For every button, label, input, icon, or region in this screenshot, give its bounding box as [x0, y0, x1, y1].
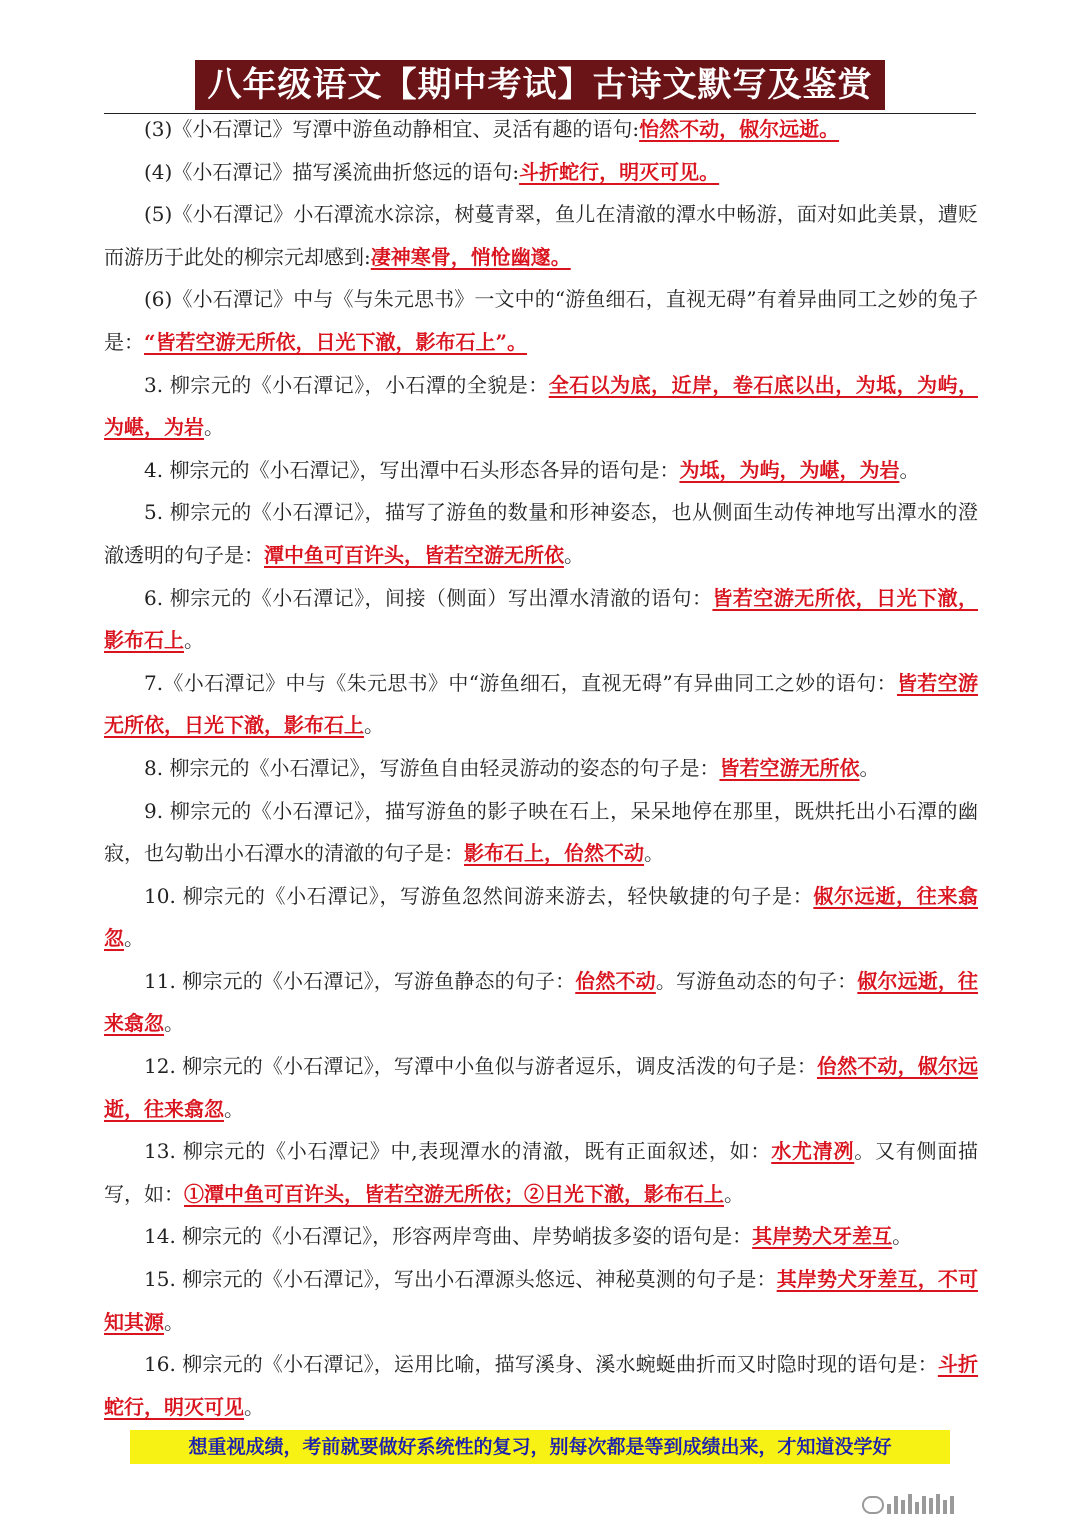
question-text: 14. 柳宗元的《小石潭记》，形容两岸弯曲、岸势峭拔多姿的语句是：	[144, 1224, 753, 1249]
question-item: 8. 柳宗元的《小石潭记》，写游鱼自由轻灵游动的姿态的句子是：皆若空游无所依。	[144, 755, 880, 780]
question-item: 11. 柳宗元的《小石潭记》，写游鱼静态的句子：佁然不动。写游鱼动态的句子：俶尔远逝，往来翕忽。	[104, 968, 979, 1036]
question-item: 6. 柳宗元的《小石潭记》，间接（侧面）写出潭水清澈的语句：皆若空游无所依，日光下澈，影布石上。	[104, 585, 978, 653]
answer-text: 为坻，为屿，为嵁，为岩	[679, 457, 900, 482]
question-item: 9. 柳宗元的《小石潭记》，描写游鱼的影子映在石上，呆呆地停在那里，既烘托出小石潭的幽寂，也勾勒出小石潭水的清澈的句子是：影布石上，佁然不动。	[104, 798, 978, 866]
answer-text: 佁然不动，俶尔远逝，往来翕忽	[104, 1054, 979, 1121]
answer-text-2: 俶尔远逝，往来翕忽	[104, 968, 979, 1036]
question-text: 11. 柳宗元的《小石潭记》，写游鱼静态的句子：	[144, 968, 576, 993]
footer-banner: 想重视成绩，考前就要做好系统性的复习，别每次都是等到成绩出来，才知道没学好	[130, 1430, 950, 1464]
question-item: 16. 柳宗元的《小石潭记》，运用比喻，描写溪身、溪水蜿蜒曲折而又时隐时现的语句是：斗折蛇行，明灭可见。	[104, 1352, 979, 1419]
question-text: (3)《小石潭记》写潭中游鱼动静相宜、灵活有趣的语句:	[144, 117, 640, 141]
question-text: 9. 柳宗元的《小石潭记》，描写游鱼的影子映在石上，呆呆地停在那里，既烘托出小石潭的幽寂，也勾勒出小石潭水的清澈的句子是：	[104, 798, 978, 866]
question-item: 4. 柳宗元的《小石潭记》，写出潭中石头形态各异的语句是：为坻，为屿，为嵁，为岩。	[144, 457, 920, 482]
question-text: 13. 柳宗元的《小石潭记》中,表现潭水的清澈，既有正面叙述，如：	[144, 1139, 772, 1164]
question-text: 8. 柳宗元的《小石潭记》，写游鱼自由轻灵游动的姿态的句子是：	[144, 755, 720, 780]
answer-text: 斗折蛇行，明灭可见。	[519, 159, 720, 184]
question-text: 5. 柳宗元的《小石潭记》，描写了游鱼的数量和形神姿态，也从侧面生动传神地写出潭水的澄澈透明的句子是：	[104, 500, 978, 567]
question-item: 15. 柳宗元的《小石潭记》，写出小石潭源头悠远、神秘莫测的句子是：其岸势犬牙差互，不可知其源。	[104, 1267, 978, 1334]
question-item: 7.《小石潭记》中与《朱元思书》中“游鱼细石，直视无碍”有异曲同工之妙的语句：皆若空游无所依，日光下澈，影布石上。	[104, 670, 979, 738]
question-text: (4)《小石潭记》描写溪流曲折悠远的语句:	[144, 159, 520, 184]
answer-text: 其岸势犬牙差互	[752, 1224, 893, 1249]
question-item	[104, 278, 978, 363]
answer-text: 怡然不动，俶尔远逝。	[639, 117, 840, 141]
answer-text: “皆若空游无所依，日光下澈，影布石上”。	[144, 329, 528, 354]
answer-text: 佁然不动	[575, 968, 656, 993]
answer-text-2: ①潭中鱼可百许头，皆若空游无所依；②日光下澈，影布石上	[184, 1181, 724, 1206]
question-item	[104, 108, 978, 151]
question-text-mid: 。又有侧面描写，如：	[104, 1139, 979, 1206]
question-text: (5)《小石潭记》小石潭流水淙淙，树蔓青翠，鱼儿在清澈的潭水中畅游，面对如此美景，遭贬而游历于此处的柳宗元却感到:	[104, 202, 978, 269]
answer-text: 其岸势犬牙差互，不可知其源	[104, 1267, 978, 1334]
question-text: 16. 柳宗元的《小石潭记》，运用比喻，描写溪身、溪水蜿蜒曲折而又时隐时现的语句是：	[144, 1352, 938, 1377]
answer-text: 潭中鱼可百许头，皆若空游无所依	[264, 542, 564, 567]
question-text: (6)《小石潭记》中与《与朱元思书》一文中的“游鱼细石，直视无碍”有着异曲同工之妙的兔子是：	[104, 287, 978, 354]
question-text: 3. 柳宗元的《小石潭记》，小石潭的全貌是：	[144, 372, 549, 397]
answer-text: 全石以为底，近岸，卷石底以出，为坻，为屿，为嵁，为岩	[104, 372, 978, 440]
answer-text: 影布石上，佁然不动	[464, 841, 644, 866]
question-item: 12. 柳宗元的《小石潭记》，写潭中小鱼似与游者逗乐，调皮活泼的句子是：佁然不动，俶尔远逝，往来翕忽。	[104, 1054, 979, 1121]
question-text: 10. 柳宗元的《小石潭记》，写游鱼忽然间游来游去，轻快敏捷的句子是：	[144, 883, 814, 908]
answer-text: 凄神寒骨，悄怆幽邃。	[370, 244, 571, 269]
answer-text: 水尤清冽	[771, 1139, 855, 1164]
answer-text: 皆若空游无所依，日光下澈，影布石上	[104, 670, 979, 738]
question-text: 15. 柳宗元的《小石潭记》，写出小石潭源头悠远、神秘莫测的句子是：	[144, 1267, 777, 1292]
answer-text: 俶尔远逝，往来翕忽	[104, 883, 978, 951]
watermark-logo-icon	[862, 1490, 1062, 1514]
question-text: 7.《小石潭记》中与《朱元思书》中“游鱼细石，直视无碍”有异曲同工之妙的语句：	[144, 670, 897, 695]
question-text-mid: 。写游鱼动态的句子：	[655, 968, 858, 993]
page-title: 八年级语文【期中考试】古诗文默写及鉴赏	[195, 60, 885, 110]
answer-text: 皆若空游无所依	[719, 755, 860, 780]
question-item: 14. 柳宗元的《小石潭记》，形容两岸弯曲、岸势峭拔多姿的语句是：其岸势犬牙差互。	[144, 1224, 913, 1249]
question-item: 13. 柳宗元的《小石潭记》中,表现潭水的清澈，既有正面叙述，如：水尤清冽。又有侧面描写，如：①潭中鱼可百许头，皆若空游无所依；②日光下澈，影布石上。	[104, 1139, 979, 1206]
question-item	[104, 193, 978, 278]
question-item	[104, 151, 978, 194]
question-item: 5. 柳宗元的《小石潭记》，描写了游鱼的数量和形神姿态，也从侧面生动传神地写出潭水的澄澈透明的句子是：潭中鱼可百许头，皆若空游无所依。	[104, 500, 978, 567]
question-item: 10. 柳宗元的《小石潭记》，写游鱼忽然间游来游去，轻快敏捷的句子是：俶尔远逝，往来翕忽。	[104, 883, 978, 951]
question-text: 12. 柳宗元的《小石潭记》，写潭中小鱼似与游者逗乐，调皮活泼的句子是：	[144, 1054, 817, 1079]
question-text: 4. 柳宗元的《小石潭记》，写出潭中石头形态各异的语句是：	[144, 457, 680, 482]
question-text: 6. 柳宗元的《小石潭记》，间接（侧面）写出潭水清澈的语句：	[144, 585, 713, 610]
answer-text: 皆若空游无所依，日光下澈，影布石上	[104, 585, 978, 653]
question-item: 3. 柳宗元的《小石潭记》，小石潭的全貌是：全石以为底，近岸，卷石底以出，为坻，为屿，为嵁，为岩。	[104, 372, 978, 440]
question-list	[104, 108, 978, 1428]
answer-text: 斗折蛇行，明灭可见	[104, 1352, 979, 1419]
